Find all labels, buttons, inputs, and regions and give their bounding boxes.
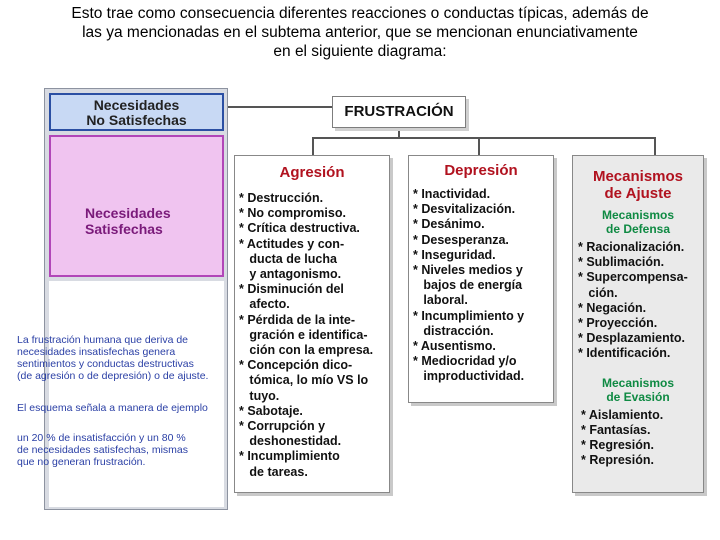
aggression-item: tómica, lo mío VS lo xyxy=(239,373,369,388)
intro-paragraph xyxy=(0,4,720,61)
depression-items xyxy=(413,187,553,385)
depression-item: * Inactividad. xyxy=(413,187,491,201)
unmet-needs-label-2: No Satisfechas xyxy=(86,112,187,128)
aggression-item: * Disminución del xyxy=(239,282,344,297)
notes-area xyxy=(49,281,224,507)
depression-column xyxy=(408,155,554,403)
note-line: sentimientos y conductas destructivas xyxy=(17,358,194,370)
adjustment-title-line-1: Mecanismos xyxy=(592,168,684,185)
depression-item: * Desánimo. xyxy=(413,217,485,232)
depression-item: * Desesperanza. xyxy=(413,232,509,247)
aggression-item: * Crítica destructiva. xyxy=(239,221,360,236)
depression-item: * Incumplimiento y xyxy=(413,308,525,323)
defense-title-line-1: Mecanismos xyxy=(601,208,675,222)
depression-item: * Ausentismo. xyxy=(413,339,496,354)
defense-title xyxy=(573,208,703,236)
evasion-item: * Represión. xyxy=(581,453,654,468)
frustration-box: FRUSTRACIÓN xyxy=(332,96,466,128)
note-line: (de agresión o de depresión) o de ajuste. xyxy=(17,370,209,382)
depression-item: * Niveles medios y xyxy=(413,263,523,278)
evasion-item: * Fantasías. xyxy=(581,422,651,437)
evasion-title xyxy=(573,376,703,404)
intro-line-2: las ya mencionadas en el subtema anterior, que se mencionan enunciativamente xyxy=(82,24,638,41)
defense-title-line-2: de Defensa xyxy=(605,222,671,236)
aggression-item: afecto. xyxy=(239,297,290,312)
depression-item: * Mediocridad y/o xyxy=(413,354,517,369)
unmet-needs-label-1: Necesidades xyxy=(93,97,180,113)
note-line: de necesidades satisfechas, mismas xyxy=(17,444,188,456)
defense-item: * Racionalización. xyxy=(578,240,685,254)
defense-item: * Desplazamiento. xyxy=(578,331,685,346)
depression-item: distracción. xyxy=(413,323,494,338)
defense-item: * Negación. xyxy=(578,300,647,315)
met-needs-box xyxy=(49,135,224,277)
met-needs-label-2: Satisfechas xyxy=(85,221,163,237)
note-line: un 20 % de insatisfacción y un 80 % xyxy=(17,432,186,444)
adjustment-title-line-2: de Ajuste xyxy=(604,185,672,202)
defense-item: ción. xyxy=(578,285,618,300)
aggression-item: ducta de lucha xyxy=(239,251,337,266)
evasion-items xyxy=(581,408,703,469)
connector-adjustment xyxy=(654,137,656,155)
defense-item: * Proyección. xyxy=(578,316,658,331)
aggression-item: y antagonismo. xyxy=(239,267,342,282)
connector-depression xyxy=(478,137,480,155)
aggression-item: * Corrupción y xyxy=(239,419,326,434)
unmet-needs-box xyxy=(49,93,224,131)
met-needs-label-1: Necesidades xyxy=(85,205,171,221)
depression-title: Depresión xyxy=(444,162,518,179)
defense-item: * Sublimación. xyxy=(578,255,665,270)
aggression-item: * Sabotaje. xyxy=(239,403,303,418)
aggression-item: ción con la empresa. xyxy=(239,343,374,358)
aggression-column xyxy=(234,155,390,493)
evasion-title-line-2: de Evasión xyxy=(606,389,670,404)
connector-aggression xyxy=(312,137,314,155)
depression-item: laboral. xyxy=(413,293,468,308)
aggression-item: deshonestidad. xyxy=(239,434,342,449)
depression-item: improductividad. xyxy=(413,369,525,384)
aggression-items xyxy=(239,191,389,480)
aggression-title: Agresión xyxy=(279,164,345,181)
aggression-item: * Destrucción. xyxy=(239,191,324,205)
depression-item: * Desvitalización. xyxy=(413,202,516,217)
aggression-item: de tareas. xyxy=(239,464,308,479)
depression-item: * Inseguridad. xyxy=(413,247,496,262)
aggression-item: * Actitudes y con- xyxy=(239,236,345,251)
aggression-item: * No compromiso. xyxy=(239,206,346,221)
connector-needs-frustration xyxy=(228,106,332,108)
defense-item: * Supercompensa- xyxy=(578,270,688,285)
evasion-item: * Aislamiento. xyxy=(581,407,664,422)
adjustment-title xyxy=(573,168,703,202)
note-line: El esquema señala a manera de ejemplo xyxy=(17,402,208,414)
aggression-item: * Pérdida de la inte- xyxy=(239,312,356,327)
aggression-item: * Concepción dico- xyxy=(239,358,353,373)
note-line: necesidades insatisfechas genera xyxy=(17,346,176,358)
aggression-item: tuyo. xyxy=(239,388,280,403)
defense-item: * Identificación. xyxy=(578,346,671,361)
evasion-title-line-1: Mecanismos xyxy=(601,375,675,390)
adjustment-column xyxy=(572,155,704,493)
aggression-item: * Incumplimiento xyxy=(239,449,340,464)
depression-item: bajos de energía xyxy=(413,278,523,293)
defense-items xyxy=(578,240,703,362)
intro-line-1: Esto trae como consecuencia diferentes reacciones o conductas típicas, además de xyxy=(71,5,649,22)
aggression-item: gración e identifica- xyxy=(239,327,368,342)
note-line: que no generan frustración. xyxy=(17,456,146,468)
note-line: La frustración humana que deriva de xyxy=(17,334,189,346)
connector-horizontal xyxy=(312,137,656,139)
intro-line-3: en el siguiente diagrama: xyxy=(273,43,447,60)
evasion-item: * Regresión. xyxy=(581,438,654,453)
